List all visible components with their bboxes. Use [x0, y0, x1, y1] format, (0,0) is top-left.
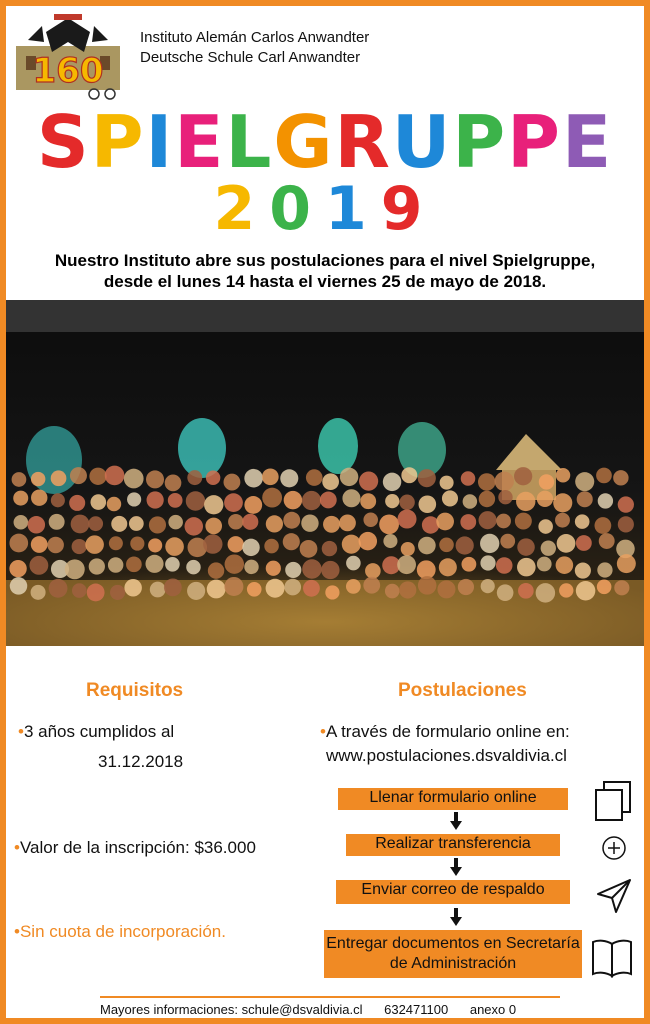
year-title: [0, 174, 650, 244]
photo-person: [185, 517, 204, 536]
photo-person: [576, 535, 592, 551]
arrow-down-icon: [450, 812, 462, 830]
bullet: •: [14, 838, 20, 857]
photo-person: [228, 536, 244, 552]
photo-person: [284, 491, 303, 510]
online-form-text: •A través de formulario online en:: [320, 722, 570, 741]
copy-icon: [592, 778, 636, 822]
photo-person: [437, 580, 455, 598]
photo-person: [31, 585, 46, 600]
photo-person: [401, 542, 415, 556]
step-deliver-documents: Entregar documentos en Secretaría de Administración: [324, 930, 582, 978]
footer-contact: [100, 996, 560, 1017]
photo-person: [596, 468, 612, 484]
photo-person: [247, 582, 262, 597]
photo-person: [107, 497, 121, 511]
photo-person: [514, 467, 532, 485]
photo-person: [320, 492, 337, 509]
photo-person: [49, 514, 65, 530]
title-letter: L: [225, 100, 274, 184]
footer-extension: anexo 0: [469, 1002, 517, 1017]
photo-person: [285, 562, 301, 578]
photo-person: [363, 513, 378, 528]
photo-person: [147, 491, 164, 508]
photo-person: [359, 532, 377, 550]
photo-person: [456, 536, 474, 554]
requisitos-heading: Requisitos: [86, 680, 184, 701]
photo-person: [363, 577, 380, 594]
photo-person: [618, 496, 634, 512]
photo-person: [340, 468, 358, 486]
photo-person: [556, 556, 574, 574]
photo-person: [495, 472, 514, 491]
photo-person: [186, 560, 200, 574]
photo-person: [124, 469, 144, 489]
photo-person: [517, 558, 536, 577]
photo-person: [399, 495, 414, 510]
title-letter: P: [507, 100, 562, 184]
photo-person: [458, 579, 474, 595]
title-letter: P: [90, 100, 146, 184]
photo-person: [339, 515, 356, 532]
photo-person: [69, 495, 85, 511]
title-letter: E: [174, 100, 226, 184]
photo-person: [515, 513, 532, 530]
photo-person: [165, 475, 182, 492]
photo-person: [418, 537, 436, 555]
photo-person: [541, 540, 556, 555]
photo-person: [439, 538, 454, 553]
photo-person: [149, 516, 166, 533]
photo-person: [266, 561, 281, 576]
photo-person: [399, 581, 416, 598]
school-logo: [12, 12, 124, 102]
photo-person: [618, 516, 634, 532]
photo-person: [49, 579, 68, 598]
photo-person: [28, 516, 46, 534]
title-letter: U: [391, 100, 453, 184]
photo-person: [244, 469, 263, 488]
photo-person: [164, 578, 182, 596]
photo-person: [397, 509, 416, 528]
photo-person: [284, 579, 301, 596]
photo-person: [594, 517, 611, 534]
photo-person: [124, 579, 141, 596]
photo-person: [51, 493, 65, 507]
photo-person: [29, 556, 48, 575]
photo-person: [12, 472, 27, 487]
postulaciones-url[interactable]: www.postulaciones.dsvaldivia.cl: [326, 746, 567, 765]
photo-person: [205, 518, 222, 535]
photo-person: [301, 514, 318, 531]
photo-person: [10, 577, 27, 594]
footer-phone: 632471100: [384, 1002, 449, 1017]
photo-person: [9, 560, 26, 577]
photo-person: [342, 535, 361, 554]
photo-person: [557, 534, 576, 553]
photo-person: [165, 537, 184, 556]
photo-person: [440, 476, 454, 490]
photo-person: [597, 579, 612, 594]
photo-person: [31, 536, 48, 553]
photo-person: [31, 489, 47, 505]
photo-person: [72, 583, 87, 598]
age-date: 31.12.2018: [98, 752, 184, 771]
bullet: •: [320, 722, 326, 741]
logo-number: 160: [32, 51, 104, 91]
photo-person: [385, 494, 399, 508]
title-letter: I: [145, 100, 175, 184]
photo-person: [480, 555, 495, 570]
photo-person: [418, 469, 436, 487]
photo-person: [89, 558, 105, 574]
photo-person: [9, 534, 28, 553]
photo-person: [206, 471, 220, 485]
photo-person: [150, 582, 166, 598]
photo-person: [365, 563, 381, 579]
title-letter: S: [36, 100, 91, 184]
photo-person: [242, 514, 258, 530]
photo-person: [498, 490, 512, 504]
photo-person: [480, 534, 499, 553]
photo-person: [306, 469, 323, 486]
photo-person: [322, 473, 339, 490]
photo-person: [401, 467, 417, 483]
photo-person: [463, 494, 478, 509]
photo-person: [129, 516, 144, 531]
photo-person: [111, 516, 127, 532]
photo-person: [555, 513, 570, 528]
photo-person: [383, 473, 401, 491]
title-letter: R: [334, 100, 392, 184]
spielgruppe-title: [0, 102, 650, 182]
photo-person: [90, 494, 106, 510]
photo-person: [203, 534, 222, 553]
bullet: •: [14, 922, 20, 941]
photo-person: [266, 515, 283, 532]
photo-person: [207, 580, 226, 599]
photo-person: [283, 512, 300, 529]
photo-person: [70, 467, 87, 484]
photo-person: [302, 559, 321, 578]
photo-person: [88, 516, 103, 531]
photo-person: [439, 558, 457, 576]
postulaciones-heading: Postulaciones: [398, 680, 527, 701]
photo-person: [266, 579, 285, 598]
year-digit: 2: [213, 174, 270, 244]
photo-person: [359, 472, 378, 491]
step-transfer: Realizar transferencia: [346, 834, 560, 856]
photo-person: [13, 491, 28, 506]
photo-person: [379, 514, 399, 534]
photo-person: [559, 583, 573, 597]
intro-text: [10, 250, 640, 292]
photo-person: [597, 562, 612, 577]
photo-person: [300, 540, 318, 558]
photo-person: [262, 468, 279, 485]
photo-person: [461, 471, 476, 486]
fee-requirement: •Valor de la inscripción: $36.000: [14, 838, 256, 857]
photo-person: [556, 468, 570, 482]
photo-person: [385, 584, 400, 599]
footer-info: Mayores informaciones: schule@dsvaldivia.cl: [100, 1002, 363, 1017]
photo-person: [599, 533, 615, 549]
photo-person: [418, 576, 437, 595]
photo-person: [496, 514, 511, 529]
photo-person: [168, 493, 183, 508]
photo-person: [208, 562, 224, 578]
photo-person: [187, 470, 202, 485]
photo-person: [228, 514, 243, 529]
photo-person: [244, 560, 258, 574]
photo-person: [110, 585, 125, 600]
photo-person: [575, 514, 590, 529]
photo-person: [127, 492, 141, 506]
photo-person: [14, 515, 29, 530]
photo-person: [575, 472, 594, 491]
send-icon: [594, 876, 634, 916]
arrow-down-icon: [450, 908, 462, 926]
school-name-de: Deutsche Schule Carl Anwandter: [140, 49, 361, 66]
photo-person: [244, 496, 262, 514]
photo-person: [187, 582, 205, 600]
arrow-down-icon: [450, 858, 462, 876]
photo-person: [436, 513, 454, 531]
photo-person: [85, 535, 104, 554]
photo-person: [397, 555, 416, 574]
photo-person: [325, 585, 339, 599]
photo-person: [577, 491, 593, 507]
plus-circle-icon: [600, 834, 628, 862]
photo-person: [575, 562, 591, 578]
photo-person: [321, 561, 339, 579]
photo-person: [242, 539, 259, 556]
photo-person: [224, 474, 241, 491]
photo-person: [51, 470, 67, 486]
intro-line-1: Nuestro Instituto abre sus postulaciones para el nivel Spielgruppe,: [54, 251, 596, 270]
photo-person: [109, 536, 123, 550]
title-letter: P: [452, 100, 508, 184]
photo-person: [360, 493, 376, 509]
photo-person: [576, 581, 595, 600]
no-incorporation-fee: •Sin cuota de incorporación.: [14, 922, 226, 941]
photo-person: [204, 495, 223, 514]
photo-person: [89, 468, 106, 485]
photo-person: [478, 473, 496, 491]
photo-person: [262, 488, 282, 508]
year-digit: 0: [269, 174, 325, 244]
photo-person: [539, 474, 554, 489]
photo-person: [479, 491, 495, 507]
photo-person: [346, 556, 361, 571]
book-icon: [590, 936, 634, 980]
step-fill-form: Llenar formulario online: [338, 788, 568, 810]
photo-person: [553, 493, 572, 512]
photo-person: [165, 557, 180, 572]
photo-person: [280, 469, 298, 487]
photo-person: [537, 491, 553, 507]
photo-person: [517, 538, 534, 555]
school-name: [140, 28, 369, 68]
photo-person: [537, 557, 552, 572]
photo-person: [479, 511, 497, 529]
title-letter: G: [273, 100, 335, 184]
group-photo: [6, 300, 644, 646]
photo-person: [71, 515, 90, 534]
photo-person: [617, 554, 636, 573]
year-digit: 1: [325, 174, 381, 244]
photo-person: [598, 493, 613, 508]
photo-person: [516, 492, 535, 511]
photo-person: [108, 557, 123, 572]
photo-person: [224, 577, 243, 596]
photo-person: [168, 515, 183, 530]
photo-person: [496, 557, 513, 574]
photo-person: [460, 514, 476, 530]
photo-person: [461, 557, 476, 572]
photo-person: [419, 495, 437, 513]
photo-person: [614, 580, 629, 595]
photo-person: [442, 490, 458, 506]
step-send-email: Enviar correo de respaldo: [336, 880, 570, 904]
photo-person: [264, 539, 279, 554]
photo-person: [65, 559, 85, 579]
intro-line-2: desde el lunes 14 hasta el viernes 25 de mayo de 2018.: [103, 272, 547, 291]
year-digit: 9: [380, 174, 437, 244]
photo-person: [481, 579, 495, 593]
photo-person: [105, 466, 125, 486]
photo-person: [346, 579, 361, 594]
photo-person: [148, 538, 162, 552]
photo-person: [518, 583, 534, 599]
photo-person: [613, 470, 628, 485]
photo-person: [283, 533, 300, 550]
photo-person: [538, 519, 553, 534]
photo-person: [500, 534, 515, 549]
photo-person: [536, 583, 555, 602]
photo-person: [497, 584, 514, 601]
photo-person: [72, 539, 87, 554]
photo-person: [145, 555, 163, 573]
photo-person: [146, 470, 164, 488]
photo-person: [126, 557, 142, 573]
photo-person: [303, 580, 320, 597]
photo-person: [224, 493, 243, 512]
photo-person: [225, 554, 244, 573]
title-letter: E: [561, 100, 614, 184]
photo-person: [322, 541, 337, 556]
photo-person: [323, 516, 340, 533]
photo-person: [186, 491, 205, 510]
photo-person: [130, 536, 144, 550]
photo-person: [342, 489, 360, 507]
photo-person: [31, 472, 45, 486]
school-name-es: Instituto Alemán Carlos Anwandter: [140, 29, 370, 46]
photo-person: [383, 534, 397, 548]
bullet: •: [18, 722, 24, 741]
photo-person: [87, 584, 105, 602]
photo-person: [47, 537, 64, 554]
photo-person: [302, 491, 321, 510]
age-requirement: •3 años cumplidos al: [18, 722, 175, 741]
